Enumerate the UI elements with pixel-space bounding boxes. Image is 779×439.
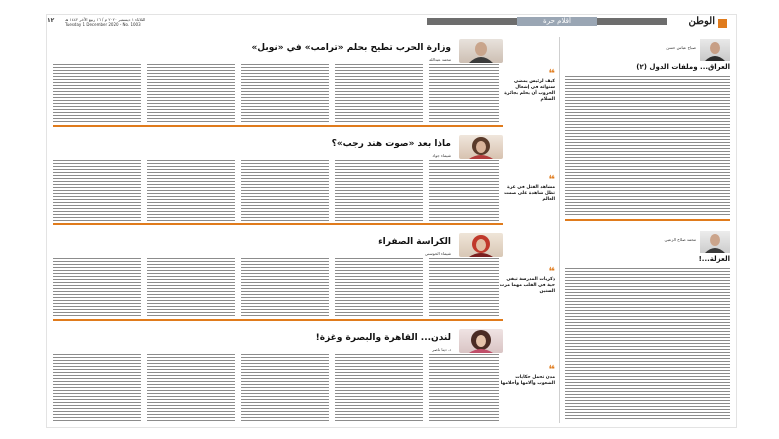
author-portrait-icon — [700, 231, 730, 253]
issue-date — [65, 17, 185, 27]
article — [53, 327, 503, 423]
page-number: ١٢ — [47, 17, 55, 24]
author-photo — [459, 233, 503, 257]
column-article — [565, 229, 730, 423]
author-photo — [459, 329, 503, 353]
pull-quote-text: مدن تحمل حكايات الشعوب وآلامها وأحلامها — [500, 375, 555, 386]
newspaper-logo — [665, 16, 729, 30]
author-portrait-icon — [459, 39, 503, 63]
author-portrait-icon — [459, 135, 503, 159]
article-body — [53, 63, 503, 123]
article-divider — [53, 125, 503, 127]
article-author: شيماء جواد — [432, 153, 451, 158]
column-body — [565, 267, 730, 419]
article-title: ماذا بعد «صوت هند رجب»؟ — [331, 139, 451, 149]
section-label: أقلام حرة — [517, 17, 597, 26]
pull-quote-text: كيف لرئيس يمضي سنواته في إشعال الحروب أن يحلم بجائزة السلام — [504, 79, 555, 102]
pull-quote — [499, 365, 555, 387]
newspaper-page — [46, 14, 737, 428]
column-separator — [559, 37, 560, 423]
article-author: شيماء الحوسني — [424, 251, 451, 256]
column-divider — [565, 219, 730, 221]
author-photo — [459, 39, 503, 63]
article-author: د. دينا ناصر — [432, 347, 451, 352]
quote-icon: ❝ — [548, 265, 555, 278]
author-photo — [459, 135, 503, 159]
date-english: Tuesday 1 December 2020 - No. 1003 — [65, 22, 141, 27]
column-title: العزلة...! — [698, 255, 730, 263]
quote-icon: ❝ — [548, 67, 555, 80]
article-body — [53, 353, 503, 421]
quote-icon: ❝ — [548, 363, 555, 376]
author-portrait-icon — [459, 233, 503, 257]
date-arabic: الثلاثاء ١ ديسمبر ٢٠٢٠ م / ١٦ ربيع الآخر ١٤٤٢ هـ — [65, 17, 146, 22]
right-column — [565, 37, 730, 423]
column-author: صباح عباس حسن — [666, 45, 696, 50]
pull-quote-text: ذكريات المدرسة تبقى حية في القلب مهما مرت السنين — [499, 277, 555, 294]
pull-quote-text: مشاهد القتل في غزة تظل شاهدة على صمت العالم — [504, 185, 555, 202]
article-author: محمد عبدالله — [429, 57, 451, 62]
column-article — [565, 37, 730, 223]
pull-quote — [499, 267, 555, 295]
left-section — [53, 37, 503, 423]
article-divider — [53, 223, 503, 225]
quote-icon: ❝ — [548, 173, 555, 186]
author-portrait-icon — [700, 39, 730, 61]
pull-quote — [499, 69, 555, 103]
article — [53, 231, 503, 323]
pull-quote — [499, 175, 555, 203]
logo-text: الوطن — [688, 16, 715, 27]
logo-mark-icon — [718, 19, 727, 28]
author-portrait-icon — [459, 329, 503, 353]
article-title: لندن... القاهرة والبصرة وغزة! — [315, 333, 451, 343]
article — [53, 37, 503, 129]
page-header — [47, 15, 736, 33]
column-title: العراق... وملفات الدول (٢) — [636, 63, 730, 71]
article — [53, 133, 503, 227]
article-divider — [53, 319, 503, 321]
author-photo — [700, 231, 730, 253]
article-title: وزارة الحرب تطيح بحلم «ترامب» في «نوبل» — [251, 43, 451, 53]
column-body — [565, 75, 730, 217]
column-author: محمد صلاح الزعبي — [664, 237, 696, 242]
article-body — [53, 257, 503, 317]
author-photo — [700, 39, 730, 61]
article-title: الكراسة الصفراء — [378, 237, 451, 247]
article-body — [53, 159, 503, 221]
